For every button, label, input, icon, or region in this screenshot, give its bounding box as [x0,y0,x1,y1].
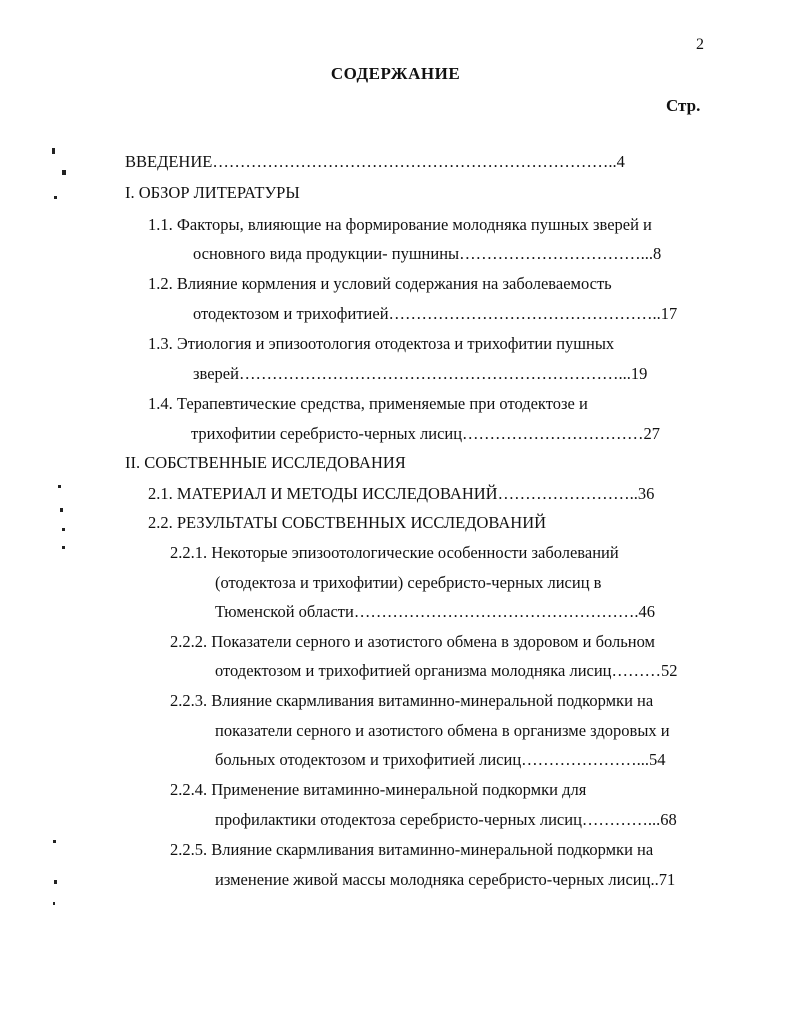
toc-line-2-2-4: 2.2.4. Применение витаминно-минеральной подкормки для [170,780,587,799]
toc-line-2-2-1-cont-b: Тюменской области…………………………………………….46 [215,602,655,621]
toc-line-1-2: 1.2. Влияние кормления и условий содержания на заболеваемость [148,274,612,293]
toc-line-1-3-cont: зверей……………………………………………………………...19 [193,364,648,383]
page-number: 2 [696,36,704,53]
scan-speck [53,840,56,843]
toc-line-2-1: 2.1. МАТЕРИАЛ И МЕТОДЫ ИССЛЕДОВАНИЙ……………………..36 [148,484,655,503]
toc-line-2-2-3-cont-a: показатели серного и азотистого обмена в организме здоровых и [215,721,670,740]
toc-line-2-2: 2.2. РЕЗУЛЬТАТЫ СОБСТВЕННЫХ ИССЛЕДОВАНИЙ [148,513,547,532]
toc-line-1-4: 1.4. Терапевтические средства, применяемые при отодектозе и [148,394,588,413]
toc-line-2-2-3: 2.2.3. Влияние скармливания витаминно-минеральной подкормки на [170,691,654,710]
scan-speck [54,880,57,884]
page-title: СОДЕРЖАНИЕ [330,64,461,83]
toc-line-1-1: 1.1. Факторы, влияющие на формирование молодняка пушных зверей и [148,215,652,234]
scan-speck [60,508,63,512]
toc-line-2-2-2: 2.2.2. Показатели серного и азотистого обмена в здоровом и больном [170,632,655,651]
toc-line-1-3: 1.3. Этиология и эпизоотология отодектоза и трихофитии пушных [148,334,615,353]
toc-line-2-2-5-cont: изменение живой массы молодняка серебристо-черных лисиц..71 [215,870,676,889]
toc-line-part-2-heading: II. СОБСТВЕННЫЕ ИССЛЕДОВАНИЯ [125,453,406,472]
scan-speck [62,528,65,531]
toc-line-2-2-4-cont: профилактики отодектоза серебристо-черных лисиц…………...68 [215,810,677,829]
toc-line-1-1-cont: основного вида продукции- пушнины……………………………...8 [193,244,662,263]
scan-speck [54,196,57,199]
toc-line-1-2-cont: отодектозом и трихофитией…………………………………………..17 [193,304,678,323]
toc-line-1-4-cont: трихофитии серебристо-черных лисиц……………………………27 [191,424,661,443]
scan-speck [53,902,55,905]
toc-line-2-2-1: 2.2.1. Некоторые эпизоотологические особенности заболеваний [170,543,619,562]
toc-line-2-2-1-cont-a: (отодектоза и трихофитии) серебристо-черных лисиц в [215,573,602,592]
toc-line-2-2-3-cont-b: больных отодектозом и трихофитией лисиц…………………...54 [215,750,666,769]
page-column-label: Стр. [666,96,701,115]
toc-line-2-2-5: 2.2.5. Влияние скармливания витаминно-минеральной подкормки на [170,840,654,859]
toc-line-part-1-heading: I. ОБЗОР ЛИТЕРАТУРЫ [125,183,300,202]
scan-speck [58,485,61,488]
scan-speck [52,148,55,154]
scan-speck [62,546,65,549]
toc-line-introduction: ВВЕДЕНИЕ………………………………………………………………..4 [125,152,625,171]
toc-line-2-2-2-cont: отодектозом и трихофитией организма молодняка лисиц………52 [215,661,678,680]
scan-speck [62,170,66,175]
